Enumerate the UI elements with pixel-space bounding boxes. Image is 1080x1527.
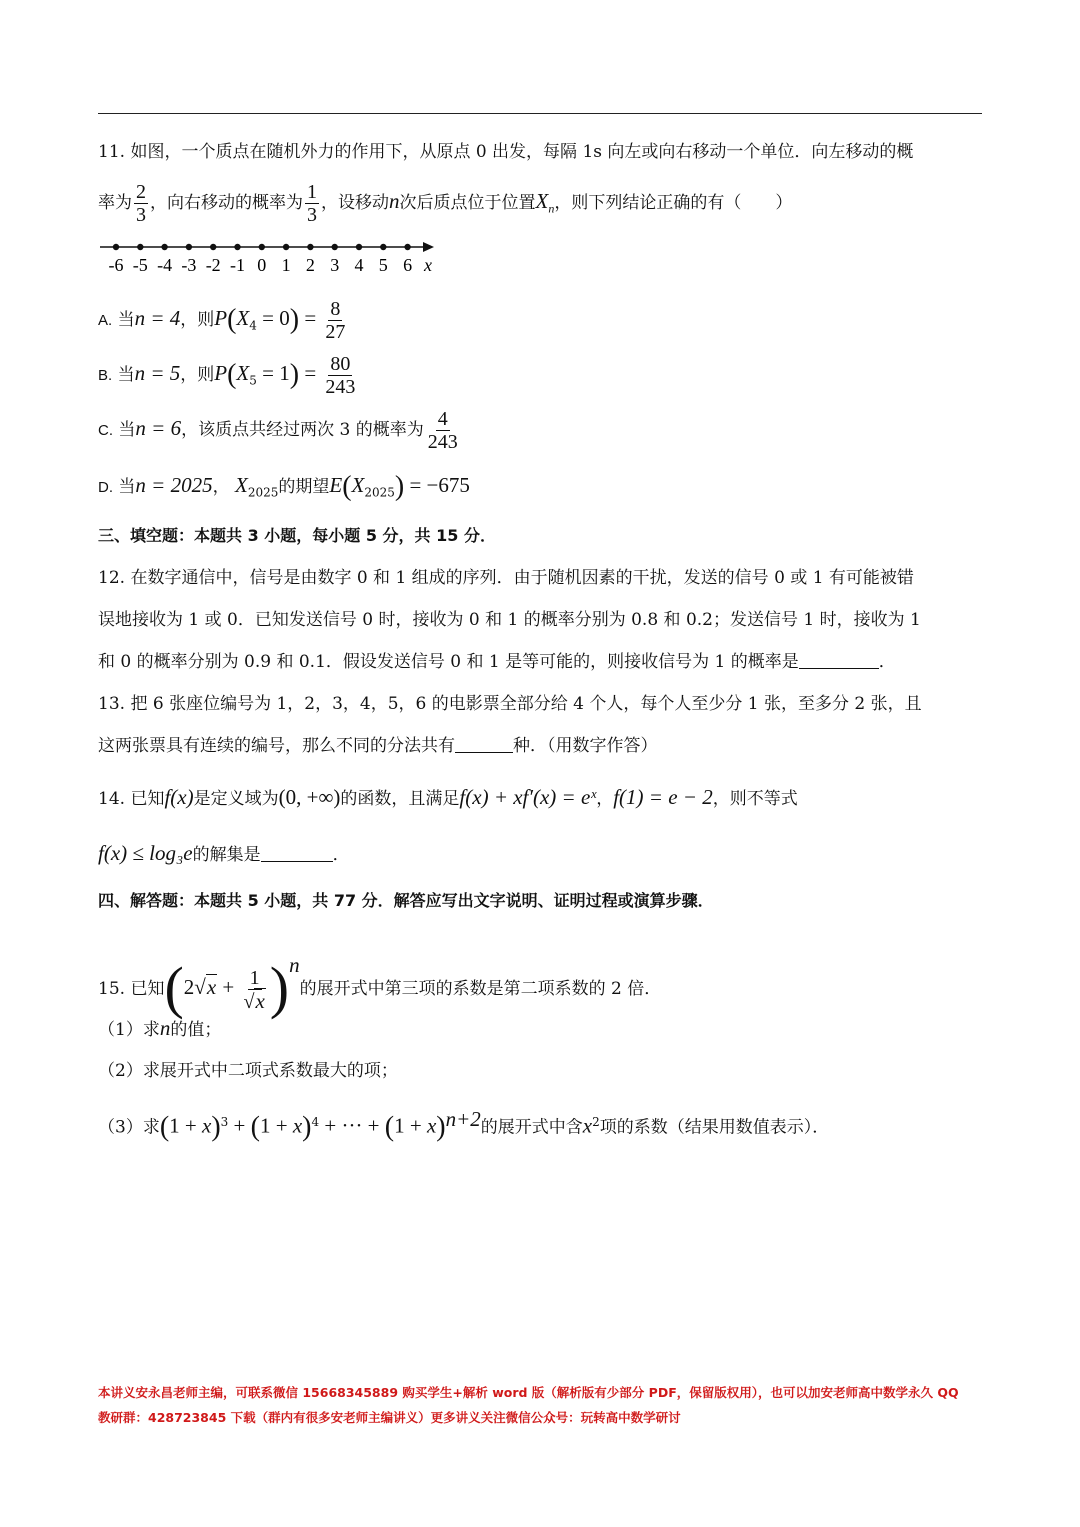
right-probability: $\frac{1}{3}$ [307, 181, 317, 226]
option-c: C. 当n = 6，该质点共经过两次 3 的概率为 $\frac{4}{243}$ [98, 408, 458, 453]
footer-line1: 本讲义安永昌老师主编，可联系微信 15668345889 购买学生+解析 word 版（解析版有少部分 PDF，保留版权用），也可以加安老师高中数学永久 QQ [98, 1385, 959, 1400]
option-b: B. 当n = 5，则$P(X_5 = 1)$ = $\frac{80}{243}$ [98, 353, 356, 398]
tick-dot--4 [161, 244, 167, 250]
q14-line1: 14. 已知f(x)是定义域为(0, +∞)的函数，且满足f(x) + xf′(x) = eˣ，f(1) = e − 2，则不等式 [98, 785, 798, 809]
tick-dot-3 [332, 244, 338, 250]
answer-blank-12 [799, 668, 879, 669]
q13-line2: 这两张票具有连续的编号，那么不同的分法共有 种．（用数字作答） [98, 736, 658, 756]
q12-line3: 和 0 的概率分别为 0.9 和 0.1．假设发送信号 0 和 1 是等可能的，则接收信号为 1 的概率是 ． [98, 652, 896, 672]
tick-dot--6 [113, 244, 119, 250]
answer-blank-14 [261, 861, 333, 862]
q12-line2: 误地接收为 1 或 0．已知发送信号 0 时，接收为 0 和 1 的概率分别为 0.8 和 0.2；发送信号 1 时，接收为 1 [98, 610, 921, 630]
q12-line1: 12. 在数字通信中，信号是由数字 0 和 1 组成的序列．由于随机因素的干扰，发送的信号 0 或 1 有可能被错 [98, 568, 914, 588]
tick-label--2: -2 [205, 255, 221, 275]
q15-stem: 15. 已知(2√x + $\frac{1}{√x}$ )$^n$的展开式中第三项的系数是第二项系数的 2 倍． [98, 953, 662, 1020]
tick-label--5: -5 [132, 255, 148, 275]
tick-dot--2 [210, 244, 216, 250]
tick-dot-4 [356, 244, 362, 250]
q15-part3: （3）求$(1 + x)^3 + (1 + x)^4$ + ··· + $(1 + x)^{n+2}$的展开式中含$x^2$项的系数（结果用数值表示）． [98, 1107, 830, 1143]
number-line [98, 236, 443, 278]
q11-line1: 11. 如图，一个质点在随机外力的作用下，从原点 0 出发，每隔 1s 向左或向右移动一个单位．向左移动的概 [98, 142, 914, 162]
axis-label-x: x [424, 255, 432, 275]
tick-dot-5 [380, 244, 386, 250]
q11-line2: 率为 $\frac{2}{3}$ ，向右移动的概率为 $\frac{1}{3}$ ，设移动n次后质点位于位置$X_n$，则下列结论正确的有（ ） [98, 181, 793, 226]
tick-label--1: -1 [230, 255, 245, 275]
tick-dot-6 [404, 244, 410, 250]
q15-part1: （1）求n的值； [98, 1016, 222, 1040]
tick-label-2: 2 [305, 255, 315, 275]
q14-line2: f(x) ≤ log₃e的解集是 ． [98, 841, 350, 865]
section-4-heading: 四、解答题：本题共 5 小题，共 77 分．解答应写出文字说明、证明过程或演算步骤． [98, 891, 714, 910]
tick-dot--1 [234, 244, 240, 250]
tick-dot-0 [259, 244, 265, 250]
tick-label--4: -4 [157, 255, 173, 275]
tick-label-6: 6 [403, 255, 413, 275]
tick-dot-2 [307, 244, 313, 250]
tick-label--6: -6 [108, 255, 124, 275]
answer-blank-13 [455, 752, 513, 753]
tick-label-0: 0 [257, 255, 267, 275]
tick-label-3: 3 [330, 255, 340, 275]
tick-label-1: 1 [281, 255, 291, 275]
tick-label-4: 4 [354, 255, 364, 275]
tick-dot-1 [283, 244, 289, 250]
tick-dot--3 [186, 244, 192, 250]
section-3-heading: 三、填空题：本题共 3 小题，每小题 5 分，共 15 分． [98, 526, 496, 545]
header-rule [98, 113, 982, 114]
tick-label-5: 5 [378, 255, 388, 275]
tick-dot--5 [137, 244, 143, 250]
option-a: A. 当n = 4，则$P(X_4 = 0)$ = $\frac{8}{27}$ [98, 298, 346, 343]
tick-label--3: -3 [181, 255, 197, 275]
footer-line2: 教研群：428723845 下载（群内有很多安老师主编讲义）更多讲义关注微信公众号：玩转高中数学研讨 [98, 1410, 681, 1425]
q13-line1: 13. 把 6 张座位编号为 1，2，3，4，5，6 的电影票全部分给 4 个人，每个人至少分 1 张，至多分 2 张，且 [98, 694, 922, 714]
q15-part2: （2）求展开式中二项式系数最大的项； [98, 1061, 398, 1081]
option-d: D. 当n = 2025， $X_{2025}$的期望$E(X_{2025}) = -675$ [98, 471, 470, 502]
left-probability: $\frac{2}{3}$ [136, 181, 146, 226]
